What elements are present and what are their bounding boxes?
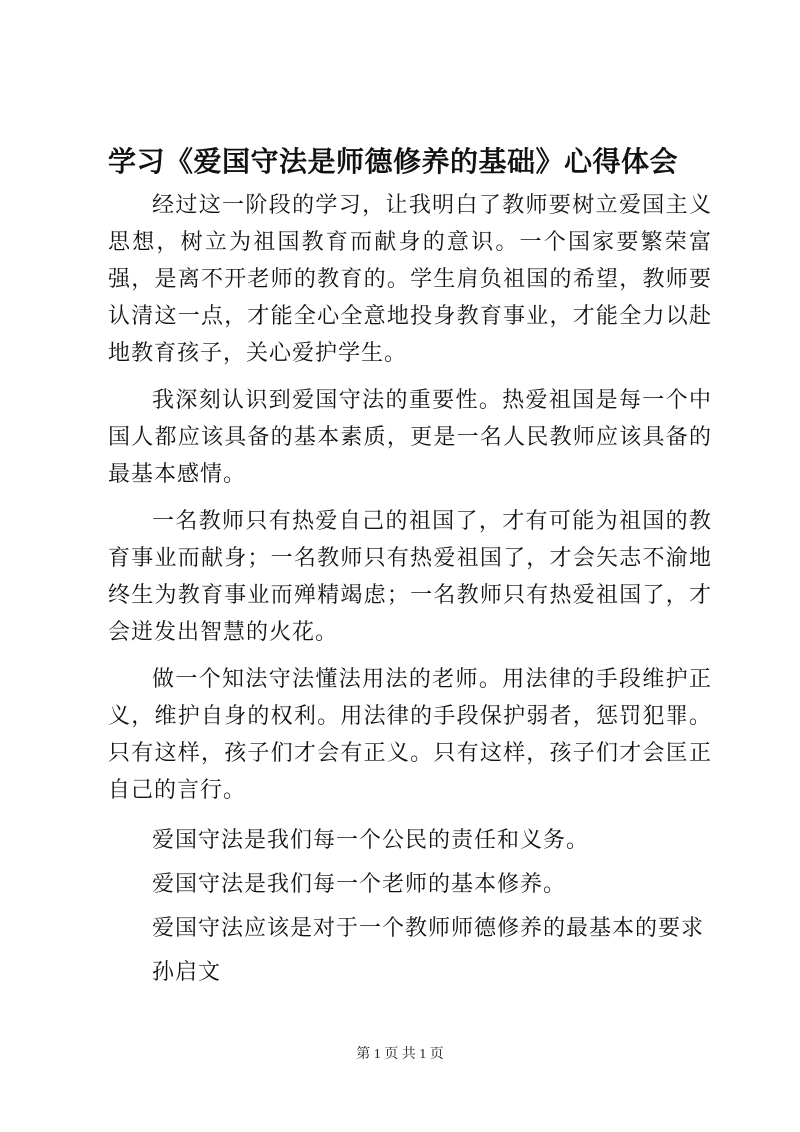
document-body (108, 187, 712, 995)
paragraph-5: 爱国守法是我们每一个公民的责任和义务。 (152, 828, 590, 853)
author-signature: 孙启文 (152, 960, 222, 985)
document-title: 学习《爱国守法是师德修养的基础》心得体会 (108, 145, 679, 178)
paragraph-4: 做一个知法守法懂法用法的老师。用法律的手段维护正义，维护自身的权利。用法律的手段保护弱者，惩罚犯罪。只有这样，孩子们才会有正义。只有这样，孩子们才会匡正自己的言行。 (108, 667, 712, 803)
paragraph-2: 我深刻认识到爱国守法的重要性。热爱祖国是每一个中国人都应该具备的基本素质，更是一名人民教师应该具备的最基本感情。 (108, 388, 712, 487)
paragraph-7: 爱国守法应该是对于一个教师师德修养的最基本的要求 (152, 916, 705, 941)
paragraph-1: 经过这一阶段的学习，让我明白了教师要树立爱国主义思想，树立为祖国教育而献身的意识。一个国家要繁荣富强，是离不开老师的教育的。学生肩负祖国的希望，教师要认清这一点，才能全心全意地投身教育事业，才能全力以赴地教育孩子，关心爱护学生。 (108, 193, 712, 366)
page-footer: 第 1 页 共 1 页 (356, 1047, 444, 1062)
paragraph-3: 一名教师只有热爱自己的祖国了，才有可能为祖国的教育事业而献身；一名教师只有热爱祖国了，才会矢志不渝地终生为教育事业而殚精竭虑；一名教师只有热爱祖国了，才会迸发出智慧的火花。 (108, 509, 712, 645)
paragraph-6: 爱国守法是我们每一个老师的基本修养。 (152, 872, 567, 897)
